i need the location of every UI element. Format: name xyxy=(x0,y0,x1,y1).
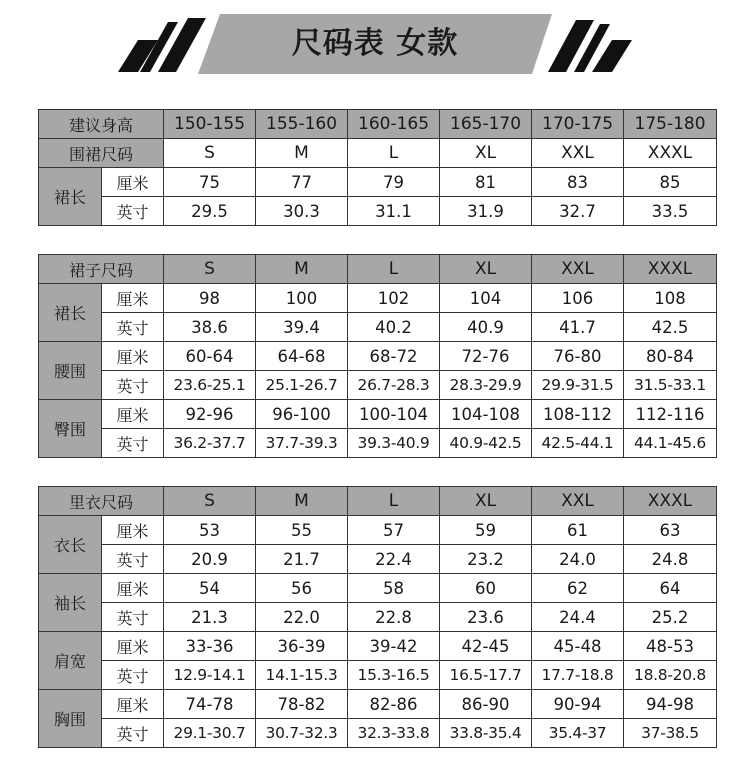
value-cell: 42.5 xyxy=(624,313,717,342)
value-cell: 31.9 xyxy=(440,197,532,226)
value-cell: 36-39 xyxy=(256,632,348,661)
value-cell: 72-76 xyxy=(440,342,532,371)
value-cell: 38.6 xyxy=(164,313,256,342)
value-cell: 26.7-28.3 xyxy=(348,371,440,400)
table-apron-size xyxy=(38,109,717,226)
table-row xyxy=(39,255,717,284)
value-cell: 33.8-35.4 xyxy=(440,719,532,748)
value-cell: 35.4-37 xyxy=(532,719,624,748)
value-cell: 57 xyxy=(348,516,440,545)
table-row xyxy=(39,342,717,371)
value-cell: 42-45 xyxy=(440,632,532,661)
size-cell: M xyxy=(256,139,348,168)
group-label: 袖长 xyxy=(39,574,102,632)
value-cell: 40.2 xyxy=(348,313,440,342)
unit-label: 英寸 xyxy=(102,719,164,748)
value-cell: 61 xyxy=(532,516,624,545)
size-cell: XL xyxy=(440,139,532,168)
value-cell: 104 xyxy=(440,284,532,313)
table-row xyxy=(39,487,717,516)
table-row xyxy=(39,429,717,458)
height-cell: 160-165 xyxy=(348,110,440,139)
value-cell: 82-86 xyxy=(348,690,440,719)
value-cell: 29.9-31.5 xyxy=(532,371,624,400)
value-cell: 40.9-42.5 xyxy=(440,429,532,458)
table-row xyxy=(39,719,717,748)
group-label: 腰围 xyxy=(39,342,102,400)
value-cell: 29.5 xyxy=(164,197,256,226)
value-cell: 106 xyxy=(532,284,624,313)
value-cell: 59 xyxy=(440,516,532,545)
value-cell: 17.7-18.8 xyxy=(532,661,624,690)
group-label: 臀围 xyxy=(39,400,102,458)
value-cell: 39.4 xyxy=(256,313,348,342)
value-cell: 86-90 xyxy=(440,690,532,719)
value-cell: 48-53 xyxy=(624,632,717,661)
value-cell: 37.7-39.3 xyxy=(256,429,348,458)
page-title: 尺码表 女款 xyxy=(291,26,459,61)
value-cell: 41.7 xyxy=(532,313,624,342)
table-row xyxy=(39,168,717,197)
value-cell: 30.7-32.3 xyxy=(256,719,348,748)
size-cell: XXL xyxy=(532,139,624,168)
value-cell: 83 xyxy=(532,168,624,197)
value-cell: 102 xyxy=(348,284,440,313)
size-cell: S xyxy=(164,487,256,516)
table-row xyxy=(39,661,717,690)
value-cell: 24.8 xyxy=(624,545,717,574)
value-cell: 98 xyxy=(164,284,256,313)
value-cell: 78-82 xyxy=(256,690,348,719)
value-cell: 23.2 xyxy=(440,545,532,574)
value-cell: 96-100 xyxy=(256,400,348,429)
table-row xyxy=(39,632,717,661)
header-label: 里衣尺码 xyxy=(39,487,164,516)
value-cell: 22.8 xyxy=(348,603,440,632)
unit-label: 英寸 xyxy=(102,603,164,632)
value-cell: 15.3-16.5 xyxy=(348,661,440,690)
value-cell: 74-78 xyxy=(164,690,256,719)
value-cell: 40.9 xyxy=(440,313,532,342)
unit-label: 厘米 xyxy=(102,574,164,603)
value-cell: 100-104 xyxy=(348,400,440,429)
unit-label: 英寸 xyxy=(102,371,164,400)
value-cell: 76-80 xyxy=(532,342,624,371)
unit-label: 英寸 xyxy=(102,197,164,226)
value-cell: 14.1-15.3 xyxy=(256,661,348,690)
value-cell: 92-96 xyxy=(164,400,256,429)
header-label: 裙子尺码 xyxy=(39,255,164,284)
unit-label: 厘米 xyxy=(102,632,164,661)
size-cell: S xyxy=(164,139,256,168)
value-cell: 64 xyxy=(624,574,717,603)
value-cell: 75 xyxy=(164,168,256,197)
value-cell: 94-98 xyxy=(624,690,717,719)
table-row xyxy=(39,690,717,719)
table-skirt-size xyxy=(38,254,717,458)
unit-label: 英寸 xyxy=(102,429,164,458)
table-row xyxy=(39,371,717,400)
table-row xyxy=(39,545,717,574)
height-cell: 165-170 xyxy=(440,110,532,139)
height-cell: 155-160 xyxy=(256,110,348,139)
table-row xyxy=(39,110,717,139)
value-cell: 62 xyxy=(532,574,624,603)
value-cell: 54 xyxy=(164,574,256,603)
value-cell: 31.1 xyxy=(348,197,440,226)
title-banner xyxy=(0,0,750,90)
value-cell: 25.1-26.7 xyxy=(256,371,348,400)
unit-label: 英寸 xyxy=(102,661,164,690)
table-inner-size xyxy=(38,486,717,748)
table-row xyxy=(39,400,717,429)
size-cell: XXL xyxy=(532,487,624,516)
value-cell: 64-68 xyxy=(256,342,348,371)
size-cell: L xyxy=(348,255,440,284)
value-cell: 22.4 xyxy=(348,545,440,574)
value-cell: 55 xyxy=(256,516,348,545)
value-cell: 18.8-20.8 xyxy=(624,661,717,690)
value-cell: 108 xyxy=(624,284,717,313)
value-cell: 37-38.5 xyxy=(624,719,717,748)
size-cell: XL xyxy=(440,255,532,284)
table-row xyxy=(39,284,717,313)
unit-label: 厘米 xyxy=(102,284,164,313)
table-row xyxy=(39,139,717,168)
value-cell: 104-108 xyxy=(440,400,532,429)
value-cell: 85 xyxy=(624,168,717,197)
value-cell: 90-94 xyxy=(532,690,624,719)
value-cell: 36.2-37.7 xyxy=(164,429,256,458)
value-cell: 45-48 xyxy=(532,632,624,661)
value-cell: 63 xyxy=(624,516,717,545)
size-cell: L xyxy=(348,487,440,516)
size-cell: XL xyxy=(440,487,532,516)
size-cell: L xyxy=(348,139,440,168)
unit-label: 厘米 xyxy=(102,342,164,371)
size-cell: XXXL xyxy=(624,487,717,516)
value-cell: 39.3-40.9 xyxy=(348,429,440,458)
unit-label: 厘米 xyxy=(102,690,164,719)
unit-label: 厘米 xyxy=(102,516,164,545)
value-cell: 20.9 xyxy=(164,545,256,574)
group-label: 裙长 xyxy=(39,284,102,342)
value-cell: 23.6 xyxy=(440,603,532,632)
value-cell: 12.9-14.1 xyxy=(164,661,256,690)
header-label: 建议身高 xyxy=(39,110,164,139)
value-cell: 108-112 xyxy=(532,400,624,429)
unit-label: 英寸 xyxy=(102,545,164,574)
table-row xyxy=(39,574,717,603)
value-cell: 29.1-30.7 xyxy=(164,719,256,748)
value-cell: 77 xyxy=(256,168,348,197)
size-label: 围裙尺码 xyxy=(39,139,164,168)
value-cell: 33.5 xyxy=(624,197,717,226)
unit-label: 厘米 xyxy=(102,168,164,197)
value-cell: 112-116 xyxy=(624,400,717,429)
value-cell: 30.3 xyxy=(256,197,348,226)
height-cell: 150-155 xyxy=(164,110,256,139)
value-cell: 33-36 xyxy=(164,632,256,661)
value-cell: 60 xyxy=(440,574,532,603)
value-cell: 68-72 xyxy=(348,342,440,371)
group-label: 肩宽 xyxy=(39,632,102,690)
value-cell: 32.7 xyxy=(532,197,624,226)
table-row xyxy=(39,516,717,545)
size-cell: M xyxy=(256,487,348,516)
value-cell: 39-42 xyxy=(348,632,440,661)
value-cell: 25.2 xyxy=(624,603,717,632)
group-label: 胸围 xyxy=(39,690,102,748)
group-label: 衣长 xyxy=(39,516,102,574)
size-cell: XXXL xyxy=(624,255,717,284)
size-cell: S xyxy=(164,255,256,284)
value-cell: 100 xyxy=(256,284,348,313)
value-cell: 56 xyxy=(256,574,348,603)
value-cell: 81 xyxy=(440,168,532,197)
value-cell: 44.1-45.6 xyxy=(624,429,717,458)
value-cell: 24.0 xyxy=(532,545,624,574)
value-cell: 21.3 xyxy=(164,603,256,632)
value-cell: 21.7 xyxy=(256,545,348,574)
value-cell: 53 xyxy=(164,516,256,545)
value-cell: 58 xyxy=(348,574,440,603)
value-cell: 80-84 xyxy=(624,342,717,371)
value-cell: 22.0 xyxy=(256,603,348,632)
value-cell: 16.5-17.7 xyxy=(440,661,532,690)
size-cell: XXXL xyxy=(624,139,717,168)
size-cell: XXL xyxy=(532,255,624,284)
value-cell: 31.5-33.1 xyxy=(624,371,717,400)
size-cell: M xyxy=(256,255,348,284)
height-cell: 170-175 xyxy=(532,110,624,139)
value-cell: 28.3-29.9 xyxy=(440,371,532,400)
height-cell: 175-180 xyxy=(624,110,717,139)
value-cell: 60-64 xyxy=(164,342,256,371)
value-cell: 23.6-25.1 xyxy=(164,371,256,400)
table-row xyxy=(39,313,717,342)
value-cell: 24.4 xyxy=(532,603,624,632)
table-row xyxy=(39,197,717,226)
value-cell: 42.5-44.1 xyxy=(532,429,624,458)
unit-label: 英寸 xyxy=(102,313,164,342)
value-cell: 79 xyxy=(348,168,440,197)
unit-label: 厘米 xyxy=(102,400,164,429)
group-label: 裙长 xyxy=(39,168,102,226)
value-cell: 32.3-33.8 xyxy=(348,719,440,748)
table-row xyxy=(39,603,717,632)
